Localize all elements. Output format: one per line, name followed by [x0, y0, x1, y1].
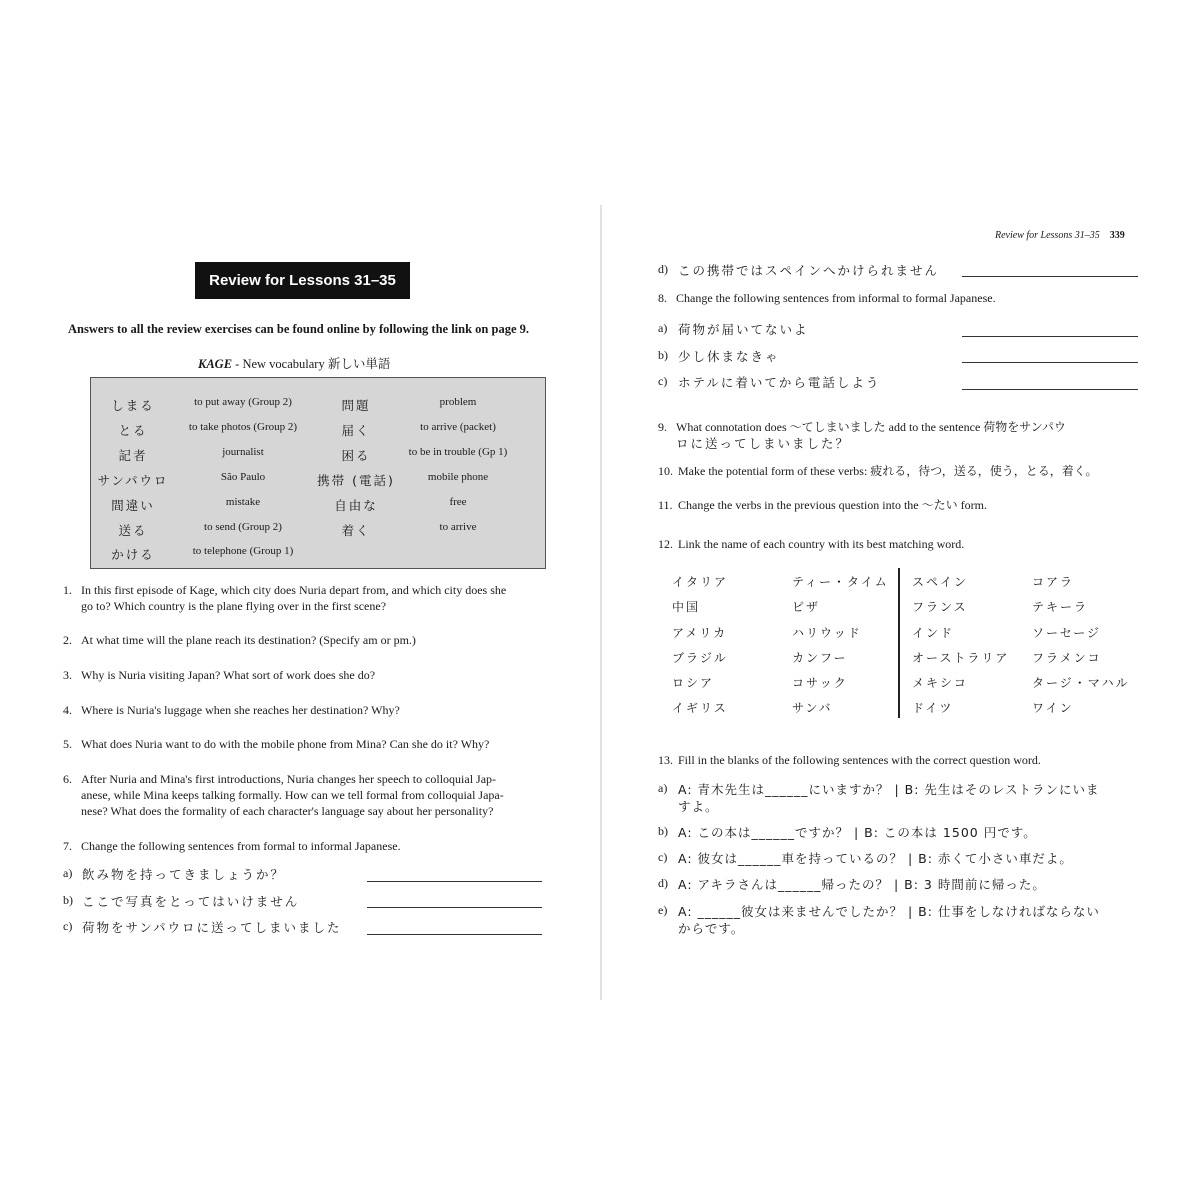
answer-line[interactable] [962, 362, 1138, 363]
country-name: イギリス [672, 701, 728, 715]
review-title-banner [195, 262, 410, 299]
question-4 [63, 702, 553, 720]
vocab-meaning: to telephone (Group 1) [192, 545, 294, 557]
question-11 [658, 497, 1178, 515]
vocab-jp-word: 問題 [341, 398, 371, 413]
vocab-row [91, 496, 545, 520]
q8-item-label: c) [658, 374, 668, 388]
question-line: Fill in the blanks of the following sentences with the correct question word. [678, 753, 1041, 767]
match-word: ワイン [1032, 701, 1074, 715]
grid-divider [898, 568, 900, 718]
question-10 [658, 463, 1178, 481]
answer-line[interactable] [367, 907, 542, 908]
question-5 [63, 736, 553, 754]
question-line: What connotation does 〜てしまいました add to the sentence 荷物をサンパウ [676, 420, 1066, 434]
match-word: ピザ [792, 600, 821, 614]
q13-item-line: A: この本は______ですか？ | B: この本は 1500 円です。 [678, 825, 1037, 840]
country-name: アメリカ [672, 626, 728, 640]
q8-item-label: a) [658, 321, 668, 335]
question-line: go to? Which country is the plane flying over in the first scene? [81, 599, 387, 613]
vocab-jp-word: しまる [111, 398, 155, 413]
question-1 [63, 582, 553, 616]
q7-item-sentence: 飲み物を持ってきましょうか？ [82, 867, 286, 882]
intro-text: Answers to all the review exercises can be found online by following the link on page 9. [68, 322, 530, 336]
vocab-heading-rest: - New vocabulary 新しい単語 [232, 357, 391, 371]
q7-item-label: c) [63, 919, 73, 933]
question-number: 11. [658, 498, 673, 512]
vocab-row [91, 521, 545, 545]
match-word: コサック [792, 676, 848, 690]
page-number: 339 [1109, 230, 1125, 241]
country-name: ブラジル [672, 651, 728, 665]
match-word: カンフー [792, 651, 848, 665]
question-number: 10. [658, 464, 673, 478]
vocab-jp-word: 記者 [118, 448, 148, 463]
vocab-row [91, 545, 545, 569]
question-line: nese? What does the formality of each character's language say about her personality? [81, 804, 494, 818]
vocab-meaning: São Paulo [220, 471, 266, 483]
page-gutter-divider [600, 205, 602, 1000]
q13-item-line: A: ______彼女は来ませんでしたか？ | B: 仕事をしなければならない [678, 904, 1100, 919]
q13-item-label: c) [658, 850, 668, 864]
vocab-table [90, 377, 546, 569]
vocab-jp-word: サンパウロ [97, 473, 169, 488]
question-number: 5. [63, 737, 72, 751]
country-name: メキシコ [912, 676, 968, 690]
question-6 [63, 771, 553, 821]
question-line: Link the name of each country with its best matching word. [678, 537, 965, 551]
question-line: After Nuria and Mina's first introductions, Nuria changes her speech to colloquial Jap- [81, 772, 497, 786]
q13-item-label: b) [658, 824, 668, 838]
vocab-meaning: to put away (Group 2) [194, 396, 292, 408]
question-line: What does Nuria want to do with the mobile phone from Mina? Can she do it? Why? [81, 737, 490, 751]
question-7 [63, 838, 553, 856]
q13-item-label: d) [658, 876, 668, 890]
q13-item-line: A: 青木先生は______にいますか？ | B: 先生はそのレストランにいま [678, 782, 1100, 797]
q13-item-line: A: アキラさんは______帰ったの？ | B: 3 時間前に帰った。 [678, 877, 1046, 892]
vocab-meaning: to be in trouble (Gp 1) [408, 446, 508, 458]
vocab-heading [198, 354, 390, 372]
vocab-row [91, 446, 545, 470]
vocab-jp-word: 携帯 (電話) [317, 473, 395, 488]
vocab-meaning: to arrive [439, 521, 477, 533]
question-line: Change the following sentences from formal to informal Japanese. [81, 839, 401, 853]
question-line: Where is Nuria's luggage when she reaches her destination? Why? [81, 703, 400, 717]
question-3 [63, 667, 553, 685]
q8-item-sentence: 荷物が届いてないよ [678, 322, 809, 337]
q7d-sentence: この携帯ではスペインへかけられません [678, 263, 940, 278]
q13-item-label: a) [658, 781, 668, 795]
answer-line[interactable] [962, 276, 1138, 277]
running-head-title: Review for Lessons 31–35 [995, 230, 1100, 241]
q7-item-sentence: ここで写真をとってはいけません [82, 894, 300, 909]
answer-line[interactable] [367, 881, 542, 882]
question-number: 4. [63, 703, 72, 717]
vocab-meaning: to send (Group 2) [204, 521, 282, 533]
vocab-meaning: mistake [225, 496, 261, 508]
q13-item-line: すよ。 [678, 799, 719, 814]
country-name: イタリア [672, 575, 729, 589]
vocab-jp-word: 間違い [111, 498, 155, 513]
question-number: 9. [658, 420, 667, 434]
question-number: 1. [63, 583, 72, 597]
question-line: At what time will the plane reach its destination? (Specify am or pm.) [81, 633, 416, 647]
match-word: ハリウッド [792, 626, 862, 640]
match-word: フラメンコ [1032, 651, 1102, 665]
country-name: フランス [912, 600, 968, 614]
vocab-jp-word: 届く [341, 423, 371, 438]
country-name: オーストラリア [912, 651, 1010, 665]
question-line: Why is Nuria visiting Japan? What sort of work does she do? [81, 668, 376, 682]
match-word: ソーセージ [1032, 626, 1102, 640]
q13-item-line: A: 彼女は______車を持っているの？ | B: 赤くて小さい車だよ。 [678, 851, 1073, 866]
question-line: anese, while Mina keeps talking formally. How can we tell formal from colloquial Japa- [81, 788, 504, 802]
question-line: ロに送ってしまいました？ [676, 436, 851, 451]
vocab-meaning: to arrive (packet) [420, 421, 496, 433]
answer-line[interactable] [962, 389, 1138, 390]
q7-item-label: a) [63, 866, 73, 880]
vocab-jp-word: かける [111, 547, 155, 562]
vocab-row [91, 471, 545, 495]
question-number: 13. [658, 753, 673, 767]
match-word: タージ・マハル [1032, 676, 1130, 690]
q8-item-label: b) [658, 348, 668, 362]
question-line: Change the following sentences from informal to formal Japanese. [676, 291, 996, 305]
country-name: インド [912, 626, 955, 640]
question-12 [658, 536, 1178, 554]
match-word: サンバ [792, 701, 833, 715]
question-13 [658, 752, 1178, 770]
answer-line[interactable] [367, 934, 542, 935]
question-number: 2. [63, 633, 72, 647]
question-2 [63, 632, 553, 650]
vocab-meaning: problem [439, 396, 477, 408]
country-name: ロシア [672, 676, 715, 690]
running-head [995, 230, 1125, 241]
vocab-meaning: journalist [222, 446, 264, 458]
match-word: ティー・タイム [792, 575, 889, 589]
question-line: In this first episode of Kage, which city does Nuria depart from, and which city does she [81, 583, 507, 597]
review-title: Review for Lessons 31–35 [209, 272, 396, 289]
vocab-meaning: mobile phone [427, 471, 489, 483]
country-name: 中国 [672, 600, 701, 614]
question-9 [658, 419, 1178, 453]
question-line: Make the potential form of these verbs: 疲れる，待つ，送る，使う，とる，着く。 [678, 464, 1098, 478]
answer-line[interactable] [962, 336, 1138, 337]
vocab-heading-kage: KAGE [198, 357, 233, 371]
question-number: 6. [63, 772, 72, 786]
vocab-row [91, 396, 545, 420]
q13-item-line: からです。 [678, 921, 745, 936]
match-word: テキーラ [1032, 600, 1089, 614]
q13-item-label: e) [658, 903, 668, 917]
question-number: 12. [658, 537, 673, 551]
vocab-jp-word: 困る [341, 448, 371, 463]
question-line: Change the verbs in the previous question into the 〜たい form. [678, 498, 987, 512]
vocab-row [91, 421, 545, 445]
q7-item-sentence: 荷物をサンパウロに送ってしまいました [82, 920, 342, 935]
vocab-meaning: free [449, 496, 467, 508]
country-name: スペイン [912, 575, 969, 589]
q8-item-sentence: ホテルに着いてから電話しよう [678, 375, 881, 390]
question-number: 8. [658, 291, 667, 305]
vocab-jp-word: 着く [341, 523, 371, 538]
q7d-label: d) [658, 262, 668, 276]
q8-item-sentence: 少し休まなきゃ [678, 349, 780, 364]
country-name: ドイツ [912, 701, 954, 715]
vocab-jp-word: 送る [118, 523, 148, 538]
match-word: コアラ [1032, 575, 1075, 589]
vocab-jp-word: 自由な [334, 498, 378, 513]
q7-item-label: b) [63, 893, 73, 907]
vocab-jp-word: とる [118, 423, 148, 438]
question-number: 7. [63, 839, 72, 853]
question-8 [658, 290, 1158, 308]
question-number: 3. [63, 668, 72, 682]
vocab-meaning: to take photos (Group 2) [188, 421, 298, 433]
